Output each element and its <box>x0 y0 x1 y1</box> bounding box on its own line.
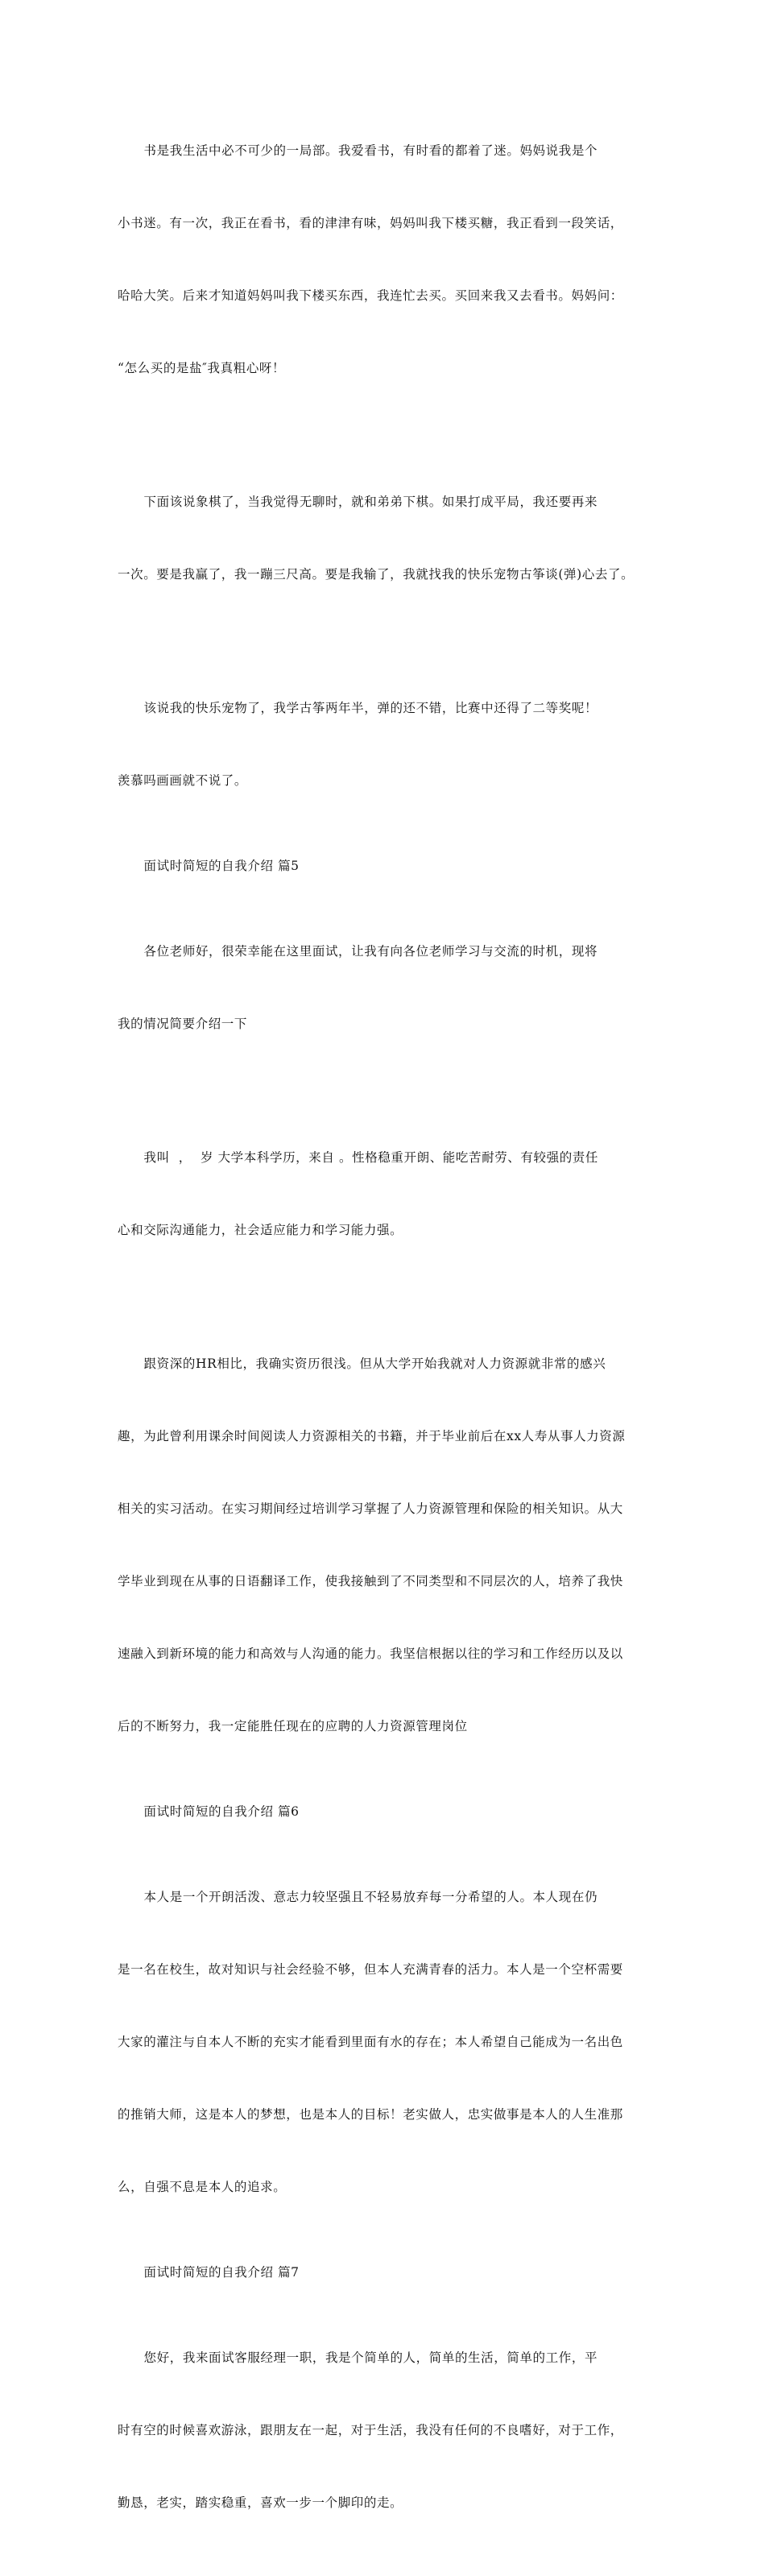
paragraph-line: 我叫 ， 岁 大学本科学历，来自 。性格稳重开朗、能吃苦耐劳、有较强的责任 <box>143 1150 599 1165</box>
paragraph-line: 是一名在校生，故对知识与社会经验不够，但本人充满青春的活力。本人是一个空杯需要 <box>118 1962 623 1977</box>
paragraph-line: “怎么买的是盐″我真粗心呀！ <box>118 361 286 375</box>
paragraph-line: 本人是一个开朗活泼、意志力较坚强且不轻易放弃每一分希望的人。本人现在仍 <box>143 1890 598 1904</box>
paragraph-line: 的推销大师，这是本人的梦想，也是本人的目标！老实做人，忠实做事是本人的人生准那 <box>118 2107 623 2122</box>
paragraph-line: 时有空的时候喜欢游泳，跟朋友在一起，对于生活，我没有任何的不良嗜好，对于工作， <box>118 2423 623 2437</box>
paragraph-line: 您好，我来面试客服经理一职，我是个简单的人，简单的生活，简单的工作，平 <box>143 2350 598 2365</box>
paragraph-line: 羡慕吗画画就不说了。 <box>118 773 248 788</box>
paragraph-line: 小书迷。有一次，我正在看书，看的津津有味，妈妈叫我下楼买糖，我正看到一段笑话， <box>118 216 623 230</box>
paragraph-line: 书是我生活中必不可少的一局部。我爱看书，有时看的都着了迷。妈妈说我是个 <box>143 143 598 158</box>
paragraph-line: 后的不断努力，我一定能胜任现在的应聘的人力资源管理岗位 <box>118 1719 468 1733</box>
paragraph-line: 学毕业到现在从事的日语翻译工作，使我接触到了不同类型和不同层次的人，培养了我快 <box>118 1574 623 1588</box>
paragraph-line: 勤恳，老实，踏实稳重，喜欢一步一个脚印的走。 <box>118 2495 403 2510</box>
paragraph-line: 哈哈大笑。后来才知道妈妈叫我下楼买东西，我连忙去买。买回来我又去看书。妈妈问： <box>118 288 623 303</box>
paragraph-personality <box>118 1837 649 2247</box>
paragraph-line: 相关的实习活动。在实习期间经过培训学习掌握了人力资源管理和保险的相关知识。从大 <box>118 1501 623 1516</box>
paragraph-books <box>118 90 649 429</box>
paragraph-customer-service <box>118 2297 649 2563</box>
paragraph-line: 跟资深的HR相比，我确实资历很浅。但从大学开始我就对人力资源就非常的感兴 <box>143 1356 606 1371</box>
paragraph-line: 该说我的快乐宠物了，我学古筝两年半，弹的还不错，比赛中还得了二等奖呢！ <box>143 701 598 715</box>
document-body <box>118 90 649 2576</box>
paragraph-chess <box>118 441 649 635</box>
section-heading-5: 面试时简短的自我介绍 篇5 <box>143 859 300 873</box>
paragraph-line: 速融入到新环境的能力和高效与人沟通的能力。我坚信根据以往的学习和工作经历以及以 <box>118 1646 623 1661</box>
section-heading-7: 面试时简短的自我介绍 篇7 <box>143 2265 300 2280</box>
paragraph-line: 心和交际沟通能力，社会适应能力和学习能力强。 <box>118 1223 403 1237</box>
paragraph-line: 么，自强不息是本人的追求。 <box>118 2180 287 2194</box>
paragraph-guzheng <box>118 648 649 841</box>
paragraph-line: 大家的灌注与自本人不断的充实才能看到里面有水的存在；本人希望自己能成为一名出色 <box>118 2035 623 2049</box>
section-heading-6: 面试时简短的自我介绍 篇6 <box>143 1804 300 1819</box>
paragraph-hr-experience <box>118 1303 649 1787</box>
paragraph-greeting <box>118 891 649 1084</box>
paragraph-intro <box>118 1097 649 1290</box>
paragraph-line: 趣，为此曾利用课余时间阅读人力资源相关的书籍，并于毕业前后在xx人寿从事人力资源 <box>118 1429 626 1443</box>
paragraph-line: 各位老师好，很荣幸能在这里面试，让我有向各位老师学习与交流的时机，现将 <box>143 944 598 959</box>
paragraph-line: 我的情况简要介绍一下 <box>118 1017 248 1031</box>
paragraph-line: 下面该说象棋了，当我觉得无聊时，就和弟弟下棋。如果打成平局，我还要再来 <box>143 495 598 509</box>
paragraph-line: 一次。要是我赢了，我一蹦三尺高。要是我输了，我就找我的快乐宠物古筝谈(弹)心去了。 <box>118 567 635 582</box>
